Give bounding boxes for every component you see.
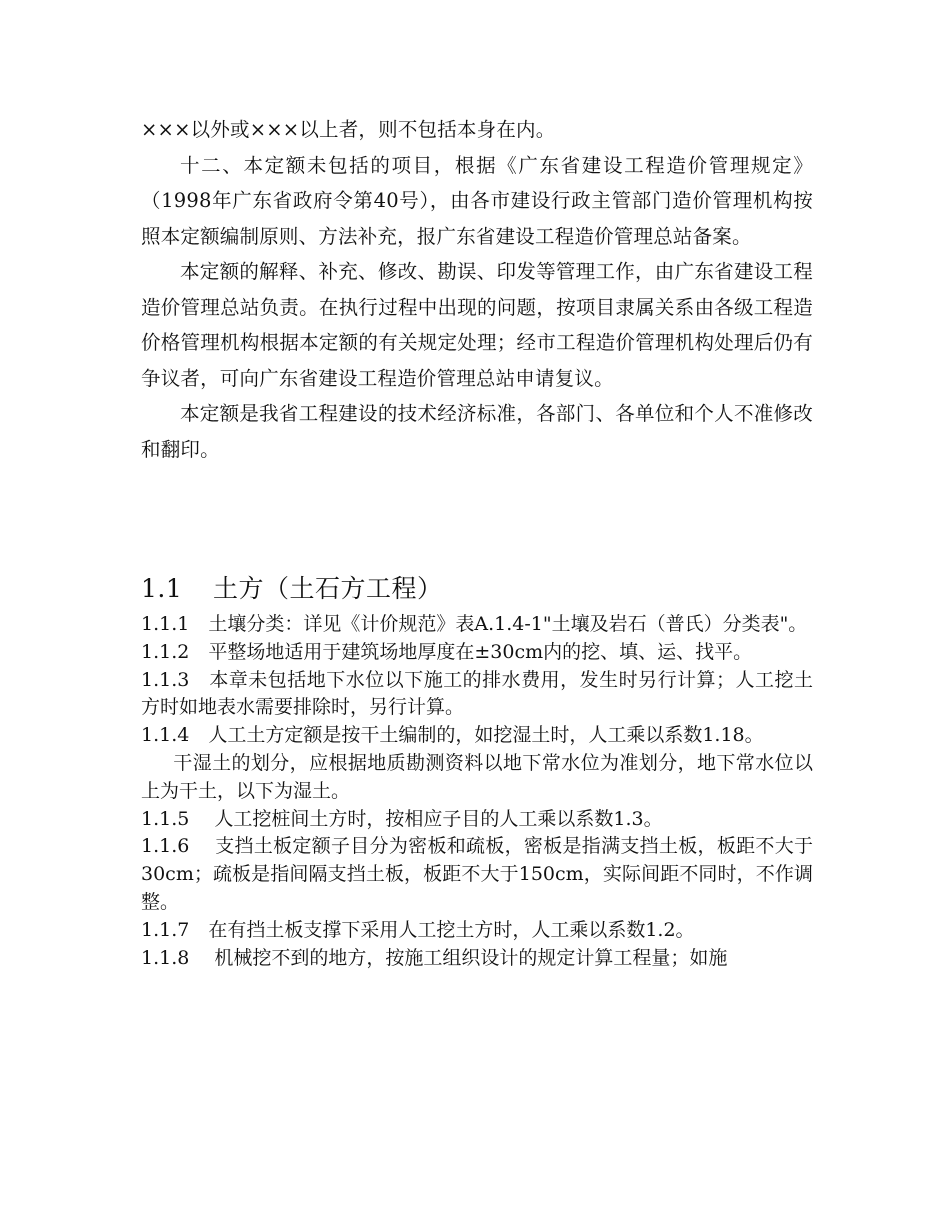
section-spacer xyxy=(141,467,813,567)
item-1-1-1: 1.1.1 土壤分类：详见《计价规范》表A.1.4-1"土壤及岩石（普氏）分类表"。 xyxy=(141,613,808,635)
item-1-1-5: 1.1.5 人工挖桩间土方时，按相应子目的人工乘以系数1.3。 xyxy=(141,807,663,830)
upper-text-block xyxy=(141,112,813,467)
paragraph-item-twelve: 十二、本定额未包括的项目，根据《广东省建设工程造价管理规定》（1998年广东省政府令第40号），由各市建设行政主管部门造价管理机构按照本定额编制原则、方法补充，报广东省建设工程造价管理总站备案。 xyxy=(141,153,813,248)
document-page xyxy=(141,112,813,972)
section-title: 土方（土石方工程） xyxy=(213,574,443,603)
item-1-1-6: 1.1.6 支挡土板定额子目分为密板和疏板，密板是指满支挡土板，板距不大于30cm；疏板是指间隔支挡土板，板距不大于150cm，实际间距不同时，不作调整。 xyxy=(141,835,813,913)
item-1-1-3: 1.1.3 本章未包括地下水位以下施工的排水费用，发生时另行计算；人工挖土方时如地表水需要排除时，另行计算。 xyxy=(141,668,813,719)
item-1-1-2: 1.1.2 平整场地适用于建筑场地厚度在±30cm内的挖、填、运、找平。 xyxy=(141,640,753,663)
section-items xyxy=(141,611,813,972)
item-dry-wet-soil-note: 干湿土的划分，应根据地质勘测资料以地下常水位为准划分，地下常水位以上为干土，以下为湿土。 xyxy=(141,751,813,802)
item-1-1-4: 1.1.4 人工土方定额是按干土编制的，如挖湿土时，人工乘以系数1.18。 xyxy=(141,724,764,747)
paragraph-continuation: ×××以外或×××以上者，则不包括本身在内。 xyxy=(141,118,556,141)
section-heading xyxy=(141,567,813,611)
item-1-1-7: 1.1.7 在有挡土板支撑下采用人工挖土方时，人工乘以系数1.2。 xyxy=(141,918,695,941)
paragraph-interpretation: 本定额的解释、补充、修改、勘误、印发等管理工作，由广东省建设工程造价管理总站负责。在执行过程中出现的问题，按项目隶属关系由各级工程造价格管理机构根据本定额的有关规定处理；经市工程造价管理机构处理后仍有争议者，可向广东省建设工程造价管理总站申请复议。 xyxy=(141,260,813,390)
section-number: 1.1 xyxy=(141,574,183,603)
paragraph-standard-notice: 本定额是我省工程建设的技术经济标准，各部门、各单位和个人不准修改和翻印。 xyxy=(141,402,813,461)
item-1-1-8: 1.1.8 机械挖不到的地方，按施工组织设计的规定计算工程量；如施 xyxy=(141,946,728,969)
